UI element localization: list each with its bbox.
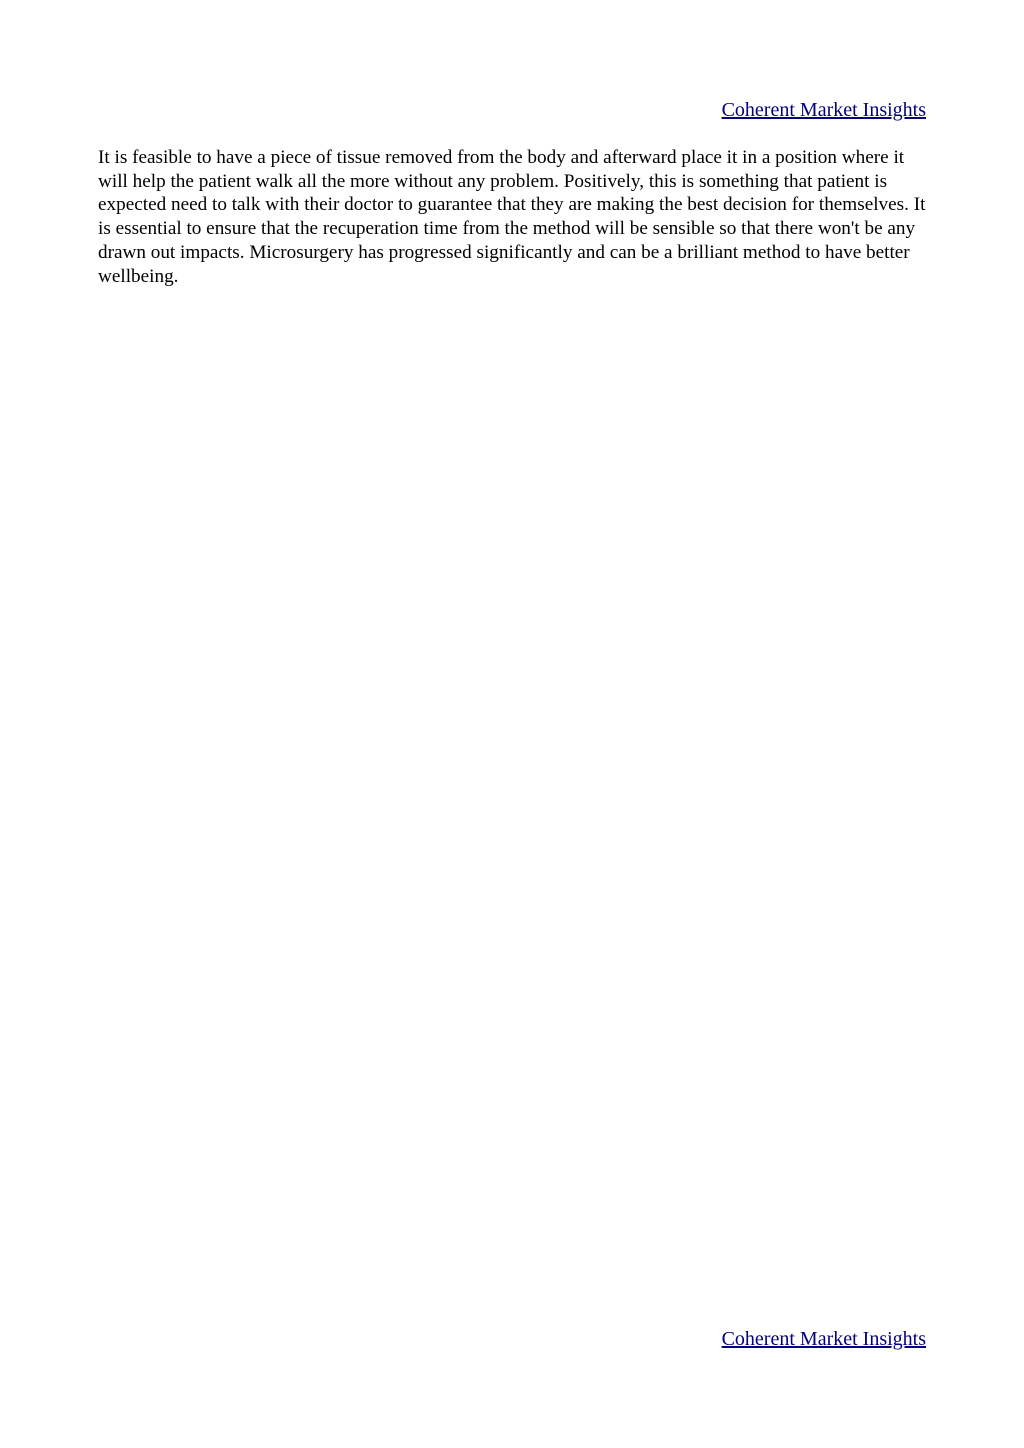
footer-brand-link[interactable]: Coherent Market Insights <box>721 1328 926 1350</box>
body-paragraph: It is feasible to have a piece of tissue removed from the body and afterward place it in a position where it will help the patient walk all the more without any problem. Positively, this is something that patient is expected need to talk with their doctor to guarantee that they are making the best decision for themselves. It is essential to ensure that the recuperation time from the method will be sensible so that there won't be any drawn out impacts. Microsurgery has progressed significantly and can be a brilliant method to have better wellbeing. <box>98 147 926 287</box>
header-brand-link[interactable]: Coherent Market Insights <box>721 99 926 121</box>
